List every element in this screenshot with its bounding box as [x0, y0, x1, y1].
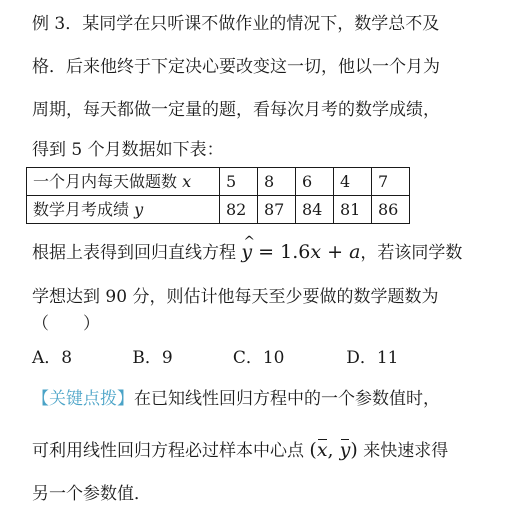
table-cell: 86	[372, 196, 410, 224]
question-line-2: 学想达到 90 分，则估计他每天至少要做的数学题数为	[32, 287, 439, 307]
sample-center-point: (x, y)	[309, 439, 358, 461]
data-table	[26, 167, 410, 224]
hint-tag: 【关键点拨】	[32, 389, 134, 409]
table-cell-label: 数学月考成绩 y	[27, 196, 220, 224]
option-c[interactable]: C．10	[232, 348, 285, 368]
table-cell: 87	[258, 196, 296, 224]
table-cell: 4	[334, 168, 372, 196]
hint-line-3: 另一个参数值．	[32, 484, 151, 504]
question-line-1: 根据上表得到回归直线方程 ^ y = 1.6x + a，若该同学数	[32, 240, 462, 265]
table-cell: 6	[296, 168, 334, 196]
option-a[interactable]: A．8	[32, 348, 73, 368]
hint-line-2: 可利用线性回归方程必过样本中心点 (x, y) 来快速求得	[32, 439, 449, 461]
table-cell: 7	[372, 168, 410, 196]
table-row	[27, 196, 410, 224]
hint-line-1: 【关键点拨】在已知线性回归方程中的一个参数值时，	[32, 389, 440, 409]
option-b[interactable]: B．9	[132, 348, 173, 368]
table-cell: 81	[334, 196, 372, 224]
table-cell: 84	[296, 196, 334, 224]
answer-options	[32, 343, 398, 368]
question-paren: （ ）	[32, 314, 100, 334]
regression-equation: ^ y = 1.6x + a	[241, 241, 360, 263]
problem-line-2: 格．后来他终于下定决心要改变这一切，他以一个月为	[32, 57, 440, 77]
table-row	[27, 168, 410, 196]
table-cell: 5	[220, 168, 258, 196]
option-d[interactable]: D．11	[346, 348, 399, 368]
problem-line-4: 得到 5 个月数据如下表：	[32, 140, 224, 160]
problem-line-1: 例 3．某同学在只听课不做作业的情况下，数学总不及	[32, 14, 440, 34]
table-cell-label: 一个月内每天做题数 x	[27, 168, 220, 196]
table-cell: 82	[220, 196, 258, 224]
problem-line-3: 周期，每天都做一定量的题，看每次月考的数学成绩，	[32, 100, 440, 120]
table-cell: 8	[258, 168, 296, 196]
